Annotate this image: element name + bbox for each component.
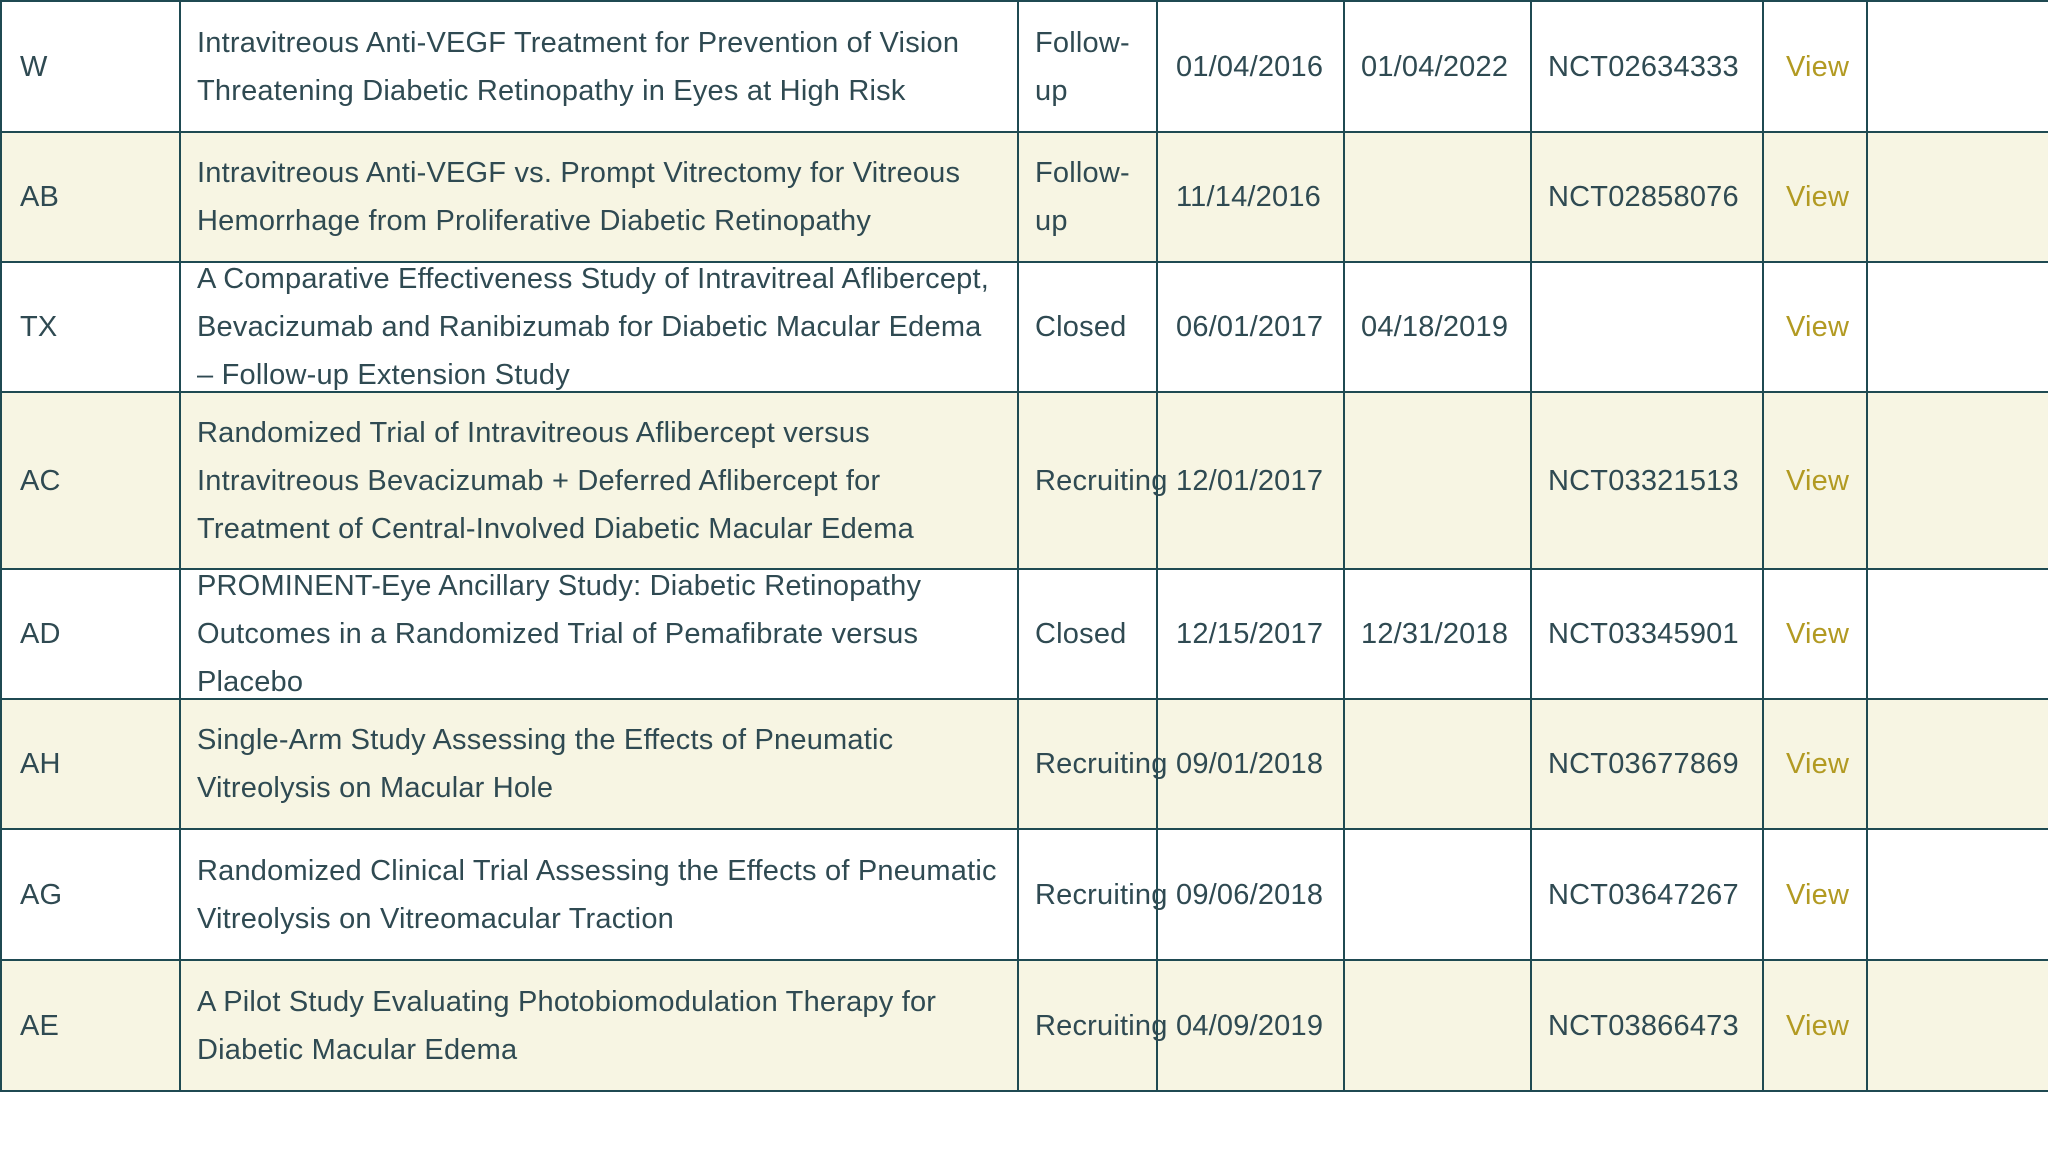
study-status: Recruiting — [1019, 961, 1158, 1090]
study-status: Follow-up — [1019, 133, 1158, 261]
study-nct-number: NCT03866473 — [1532, 961, 1764, 1090]
view-link[interactable]: View — [1786, 1009, 1850, 1042]
study-end-date — [1345, 961, 1532, 1090]
study-id: AG — [2, 830, 181, 959]
study-status: Closed — [1019, 263, 1158, 391]
study-nct-number: NCT02634333 — [1532, 2, 1764, 131]
study-status: Recruiting — [1019, 830, 1158, 959]
view-cell — [1764, 263, 1868, 391]
study-nct-number: NCT03647267 — [1532, 830, 1764, 959]
study-end-date: 12/31/2018 — [1345, 570, 1532, 698]
view-cell — [1764, 2, 1868, 131]
study-id: AC — [2, 393, 181, 568]
study-nct-number — [1532, 263, 1764, 391]
empty-cell — [1868, 263, 2048, 391]
study-title: Intravitreous Anti-VEGF Treatment for Prevention of Vision Threatening Diabetic Retinopathy in Eyes at High Risk — [181, 2, 1019, 131]
study-start-date: 09/01/2018 — [1158, 700, 1345, 828]
study-title: A Comparative Effectiveness Study of Intravitreal Aflibercept, Bevacizumab and Ranibizumab for Diabetic Macular Edema – Follow-up Extension Study — [181, 263, 1019, 391]
view-cell — [1764, 830, 1868, 959]
empty-cell — [1868, 570, 2048, 698]
study-title: A Pilot Study Evaluating Photobiomodulation Therapy for Diabetic Macular Edema — [181, 961, 1019, 1090]
view-cell — [1764, 700, 1868, 828]
study-end-date — [1345, 393, 1532, 568]
empty-cell — [1868, 2, 2048, 131]
study-id: TX — [2, 263, 181, 391]
study-nct-number: NCT02858076 — [1532, 133, 1764, 261]
table-row — [2, 700, 2048, 830]
study-nct-number: NCT03345901 — [1532, 570, 1764, 698]
study-status: Recruiting — [1019, 700, 1158, 828]
study-end-date — [1345, 133, 1532, 261]
table-row — [2, 393, 2048, 570]
study-title: Single-Arm Study Assessing the Effects of Pneumatic Vitreolysis on Macular Hole — [181, 700, 1019, 828]
view-link[interactable]: View — [1786, 311, 1850, 343]
view-link[interactable]: View — [1786, 748, 1850, 780]
view-link[interactable]: View — [1786, 464, 1850, 497]
table-row — [2, 2, 2048, 133]
study-end-date: 01/04/2022 — [1345, 2, 1532, 131]
table-row — [2, 961, 2048, 1092]
empty-cell — [1868, 133, 2048, 261]
study-status: Recruiting — [1019, 393, 1158, 568]
study-title: PROMINENT-Eye Ancillary Study: Diabetic Retinopathy Outcomes in a Randomized Trial of Pemafibrate versus Placebo — [181, 570, 1019, 698]
empty-cell — [1868, 700, 2048, 828]
table-row — [2, 133, 2048, 263]
empty-cell — [1868, 393, 2048, 568]
study-id: W — [2, 2, 181, 131]
table-row — [2, 830, 2048, 961]
table-row — [2, 263, 2048, 393]
study-start-date: 12/15/2017 — [1158, 570, 1345, 698]
study-end-date: 04/18/2019 — [1345, 263, 1532, 391]
study-start-date: 11/14/2016 — [1158, 133, 1345, 261]
view-link[interactable]: View — [1786, 50, 1850, 83]
study-end-date — [1345, 830, 1532, 959]
study-end-date — [1345, 700, 1532, 828]
study-status: Closed — [1019, 570, 1158, 698]
empty-cell — [1868, 830, 2048, 959]
view-cell — [1764, 961, 1868, 1090]
study-id: AD — [2, 570, 181, 698]
empty-cell — [1868, 961, 2048, 1090]
view-cell — [1764, 133, 1868, 261]
study-id: AH — [2, 700, 181, 828]
study-start-date: 09/06/2018 — [1158, 830, 1345, 959]
study-nct-number: NCT03677869 — [1532, 700, 1764, 828]
view-cell — [1764, 393, 1868, 568]
study-start-date: 01/04/2016 — [1158, 2, 1345, 131]
study-start-date: 04/09/2019 — [1158, 961, 1345, 1090]
study-title: Randomized Clinical Trial Assessing the Effects of Pneumatic Vitreolysis on Vitreomacular Traction — [181, 830, 1019, 959]
study-start-date: 12/01/2017 — [1158, 393, 1345, 568]
study-title: Intravitreous Anti-VEGF vs. Prompt Vitrectomy for Vitreous Hemorrhage from Proliferative Diabetic Retinopathy — [181, 133, 1019, 261]
study-id: AB — [2, 133, 181, 261]
view-cell — [1764, 570, 1868, 698]
view-link[interactable]: View — [1786, 878, 1850, 911]
view-link[interactable]: View — [1786, 181, 1850, 213]
study-id: AE — [2, 961, 181, 1090]
study-start-date: 06/01/2017 — [1158, 263, 1345, 391]
study-status: Follow-up — [1019, 2, 1158, 131]
table-row — [2, 570, 2048, 700]
study-title: Randomized Trial of Intravitreous Aflibercept versus Intravitreous Bevacizumab + Deferred Aflibercept for Treatment of Central-Involved Diabetic Macular Edema — [181, 393, 1019, 568]
view-link[interactable]: View — [1786, 618, 1850, 650]
study-nct-number: NCT03321513 — [1532, 393, 1764, 568]
